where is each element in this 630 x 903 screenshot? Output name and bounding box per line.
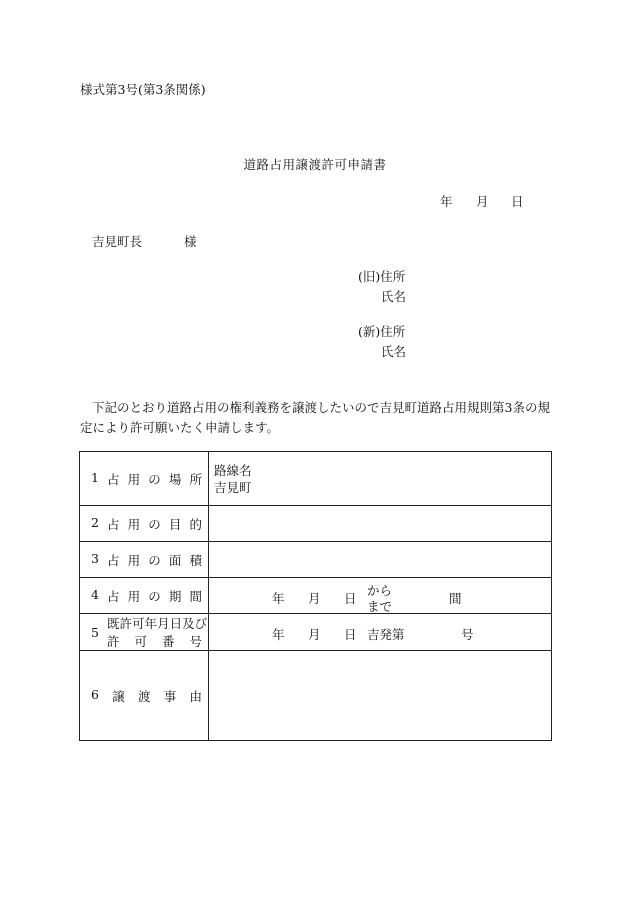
label-cell xyxy=(80,542,209,578)
label-cell xyxy=(80,578,209,614)
form-number: 様式第3号(第3条関係) xyxy=(80,82,206,97)
route-name-label: 路線名 xyxy=(214,463,252,478)
old-name-label: 氏名 xyxy=(381,289,407,304)
period-month-label: 月 xyxy=(308,591,321,606)
row-label-purpose: 2 占 用 の 目 的 xyxy=(91,514,202,532)
period-year-label: 年 xyxy=(272,591,285,606)
date-year-label: 年 xyxy=(440,194,453,209)
period-duration-label: 間 xyxy=(449,591,462,606)
date-day-label: 日 xyxy=(511,194,524,209)
table-row xyxy=(80,542,552,578)
new-address-label: (新)住所 xyxy=(358,324,406,339)
row-label-area: 3 占 用 の 面 積 xyxy=(91,550,202,568)
period-to-label: まで xyxy=(367,599,393,614)
permit-month-label: 月 xyxy=(308,627,321,642)
table-row xyxy=(80,578,552,614)
new-name-label: 氏名 xyxy=(381,344,407,359)
old-address-label: (旧)住所 xyxy=(358,269,406,284)
value-cell-transfer-reason[interactable] xyxy=(209,651,552,741)
table-row xyxy=(80,506,552,542)
value-cell-location[interactable] xyxy=(209,452,552,506)
request-statement: 下記のとおり道路占用の権利義務を譲渡したいので吉見町道路占用規則第3条の規定により許可願いたく申請します。 xyxy=(80,400,550,435)
row-label-location: 1 占 用 の 場 所 xyxy=(91,469,202,487)
permit-day-label: 日 xyxy=(344,627,357,642)
addressee-honorific: 様 xyxy=(184,234,197,249)
value-cell-purpose[interactable] xyxy=(209,506,552,542)
label-cell xyxy=(80,452,209,506)
row-label-prior-permit: 5 既 許 可 年 月 日 及 び 許 可 番 号 xyxy=(91,616,208,649)
period-from-label: から xyxy=(367,583,393,598)
period-day-label: 日 xyxy=(344,591,357,606)
label-cell xyxy=(80,506,209,542)
permit-number-suffix: 号 xyxy=(461,627,474,642)
table-row xyxy=(80,614,552,651)
row-label-period: 4 占 用 の 期 間 xyxy=(91,586,202,604)
application-table xyxy=(79,451,552,741)
value-cell-period[interactable] xyxy=(209,578,552,614)
table-row xyxy=(80,651,552,741)
town-name: 吉見町 xyxy=(214,480,252,495)
date-month-label: 月 xyxy=(476,194,489,209)
label-cell xyxy=(80,614,209,651)
form-title: 道路占用譲渡許可申請書 xyxy=(243,157,387,172)
addressee: 吉見町長 xyxy=(92,234,143,249)
permit-number-prefix: 吉発第 xyxy=(367,627,405,642)
permit-year-label: 年 xyxy=(272,627,285,642)
value-cell-area[interactable] xyxy=(209,542,552,578)
value-cell-prior-permit[interactable] xyxy=(209,614,552,651)
table-row xyxy=(80,452,552,506)
row-label-transfer-reason: 6 譲 渡 事 由 xyxy=(91,686,202,704)
label-cell xyxy=(80,651,209,741)
